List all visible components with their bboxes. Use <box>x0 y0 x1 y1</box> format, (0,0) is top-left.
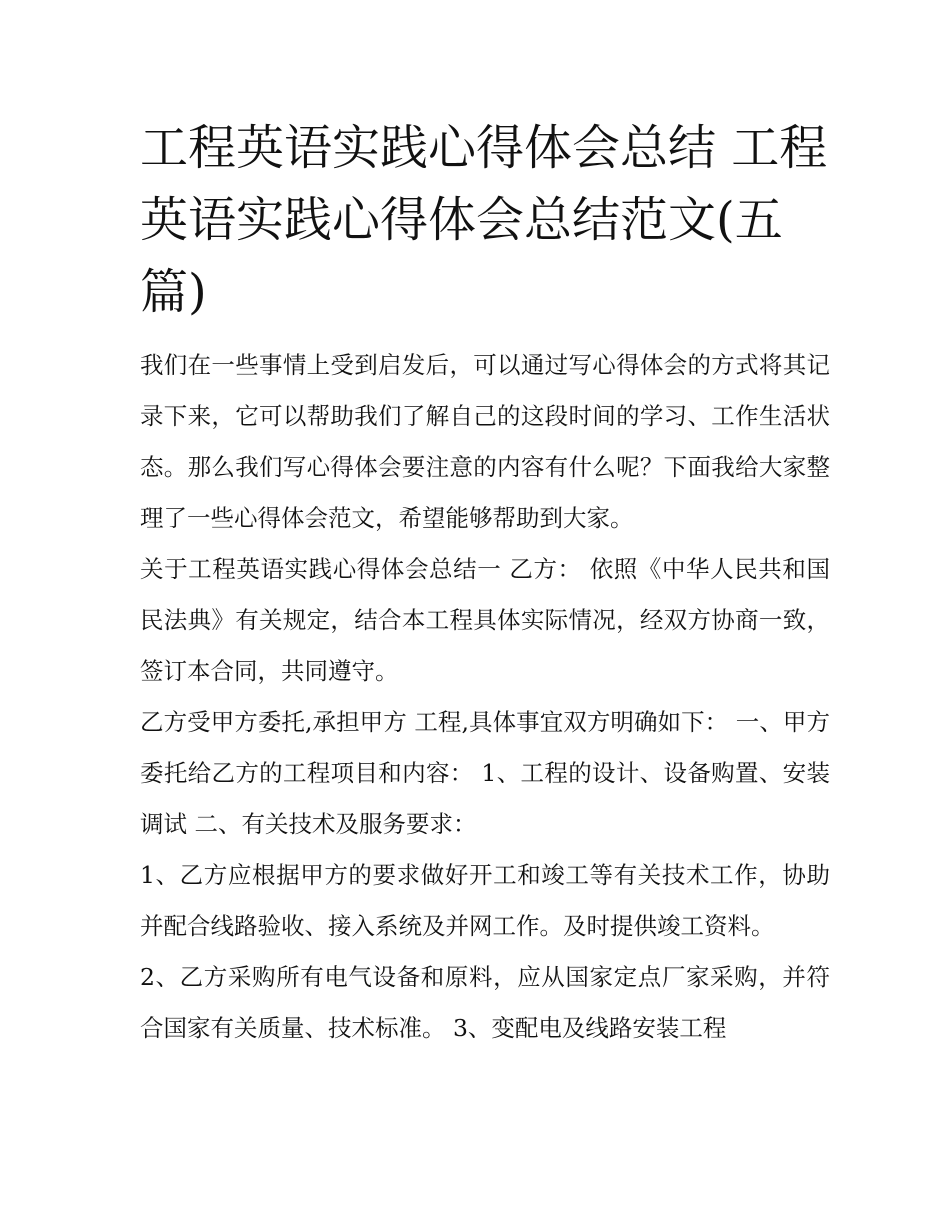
document-page <box>140 112 830 1054</box>
paragraph-contract-basis: 关于工程英语实践心得体会总结一 乙方： 依照《中华人民共和国民法典》有关规定，结合本工程具体实际情况，经双方协商一致，签订本合同，共同遵守。 <box>140 555 830 685</box>
paragraph-commission: 乙方受甲方委托,承担甲方 工程,具体事宜双方明确如下： 一、甲方委托给乙方的工程项目和内容： 1、工程的设计、设备购置、安装调试 二、有关技术及服务要求： <box>140 708 830 838</box>
paragraph-item-2: 2、乙方采购所有电气设备和原料，应从国家定点厂家采购，并符合国家有关质量、技术标准。 3、变配电及线路安装工程 <box>140 963 830 1042</box>
paragraph-item-1: 1、乙方应根据甲方的要求做好开工和竣工等有关技术工作，协助并配合线路验收、接入系统及并网工作。及时提供竣工资料。 <box>140 861 830 940</box>
document-body <box>140 340 830 1054</box>
paragraph-intro: 我们在一些事情上受到启发后，可以通过写心得体会的方式将其记录下来，它可以帮助我们了解自己的这段时间的学习、工作生活状态。那么我们写心得体会要注意的内容有什么呢？下面我给大家整理了一些心得体会范文，希望能够帮助到大家。 <box>140 351 830 532</box>
document-title: 工程英语实践心得体会总结 工程英语实践心得体会总结范文(五篇) <box>140 120 828 320</box>
